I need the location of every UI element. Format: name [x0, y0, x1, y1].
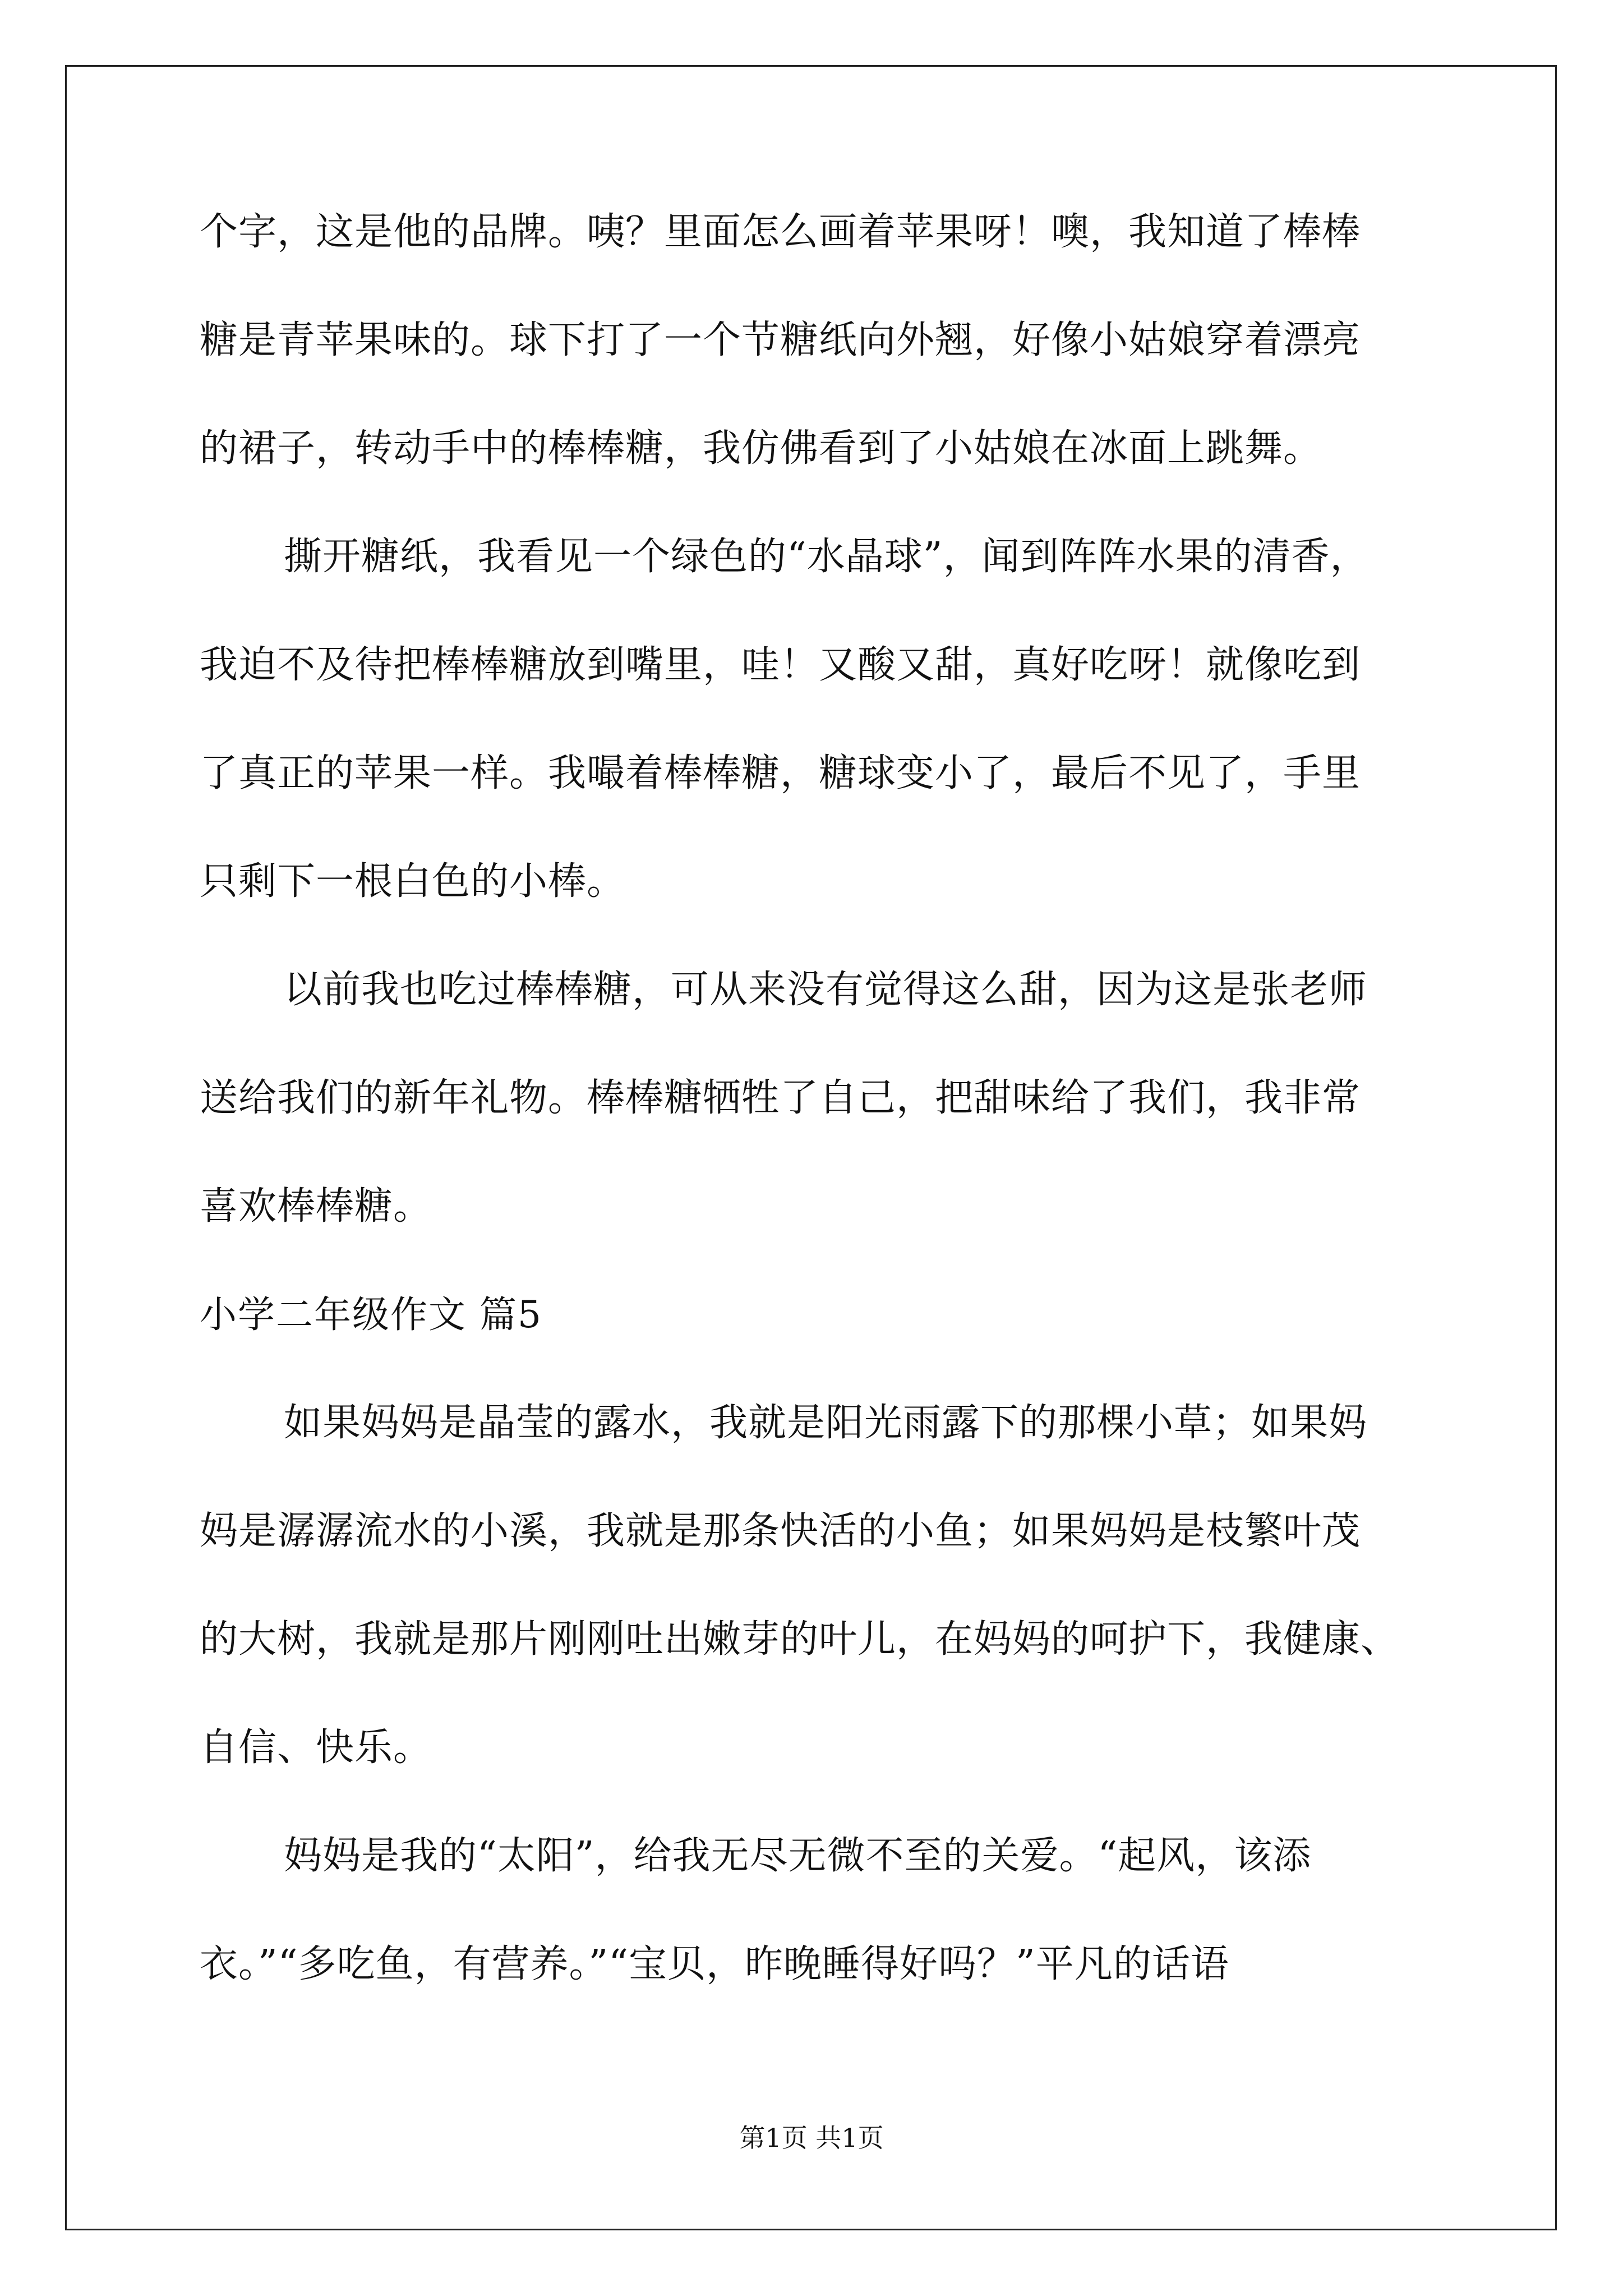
text-line: 衣。”“多吃鱼，有营养。”“宝贝，昨晚睡得好吗？”平凡的话语 [200, 1942, 1229, 1986]
text-line: 糖是青苹果味的。球下打了一个节糖纸向外翘，好像小姑娘穿着漂亮 [200, 318, 1361, 362]
text-line: 妈是潺潺流水的小溪，我就是那条快活的小鱼；如果妈妈是枝繁叶茂 [200, 1509, 1361, 1553]
section-heading: 小学二年级作文 篇5 [200, 1293, 542, 1336]
text-line: 只剩下一根白色的小棒。 [200, 859, 626, 904]
paragraph-start-line: 如果妈妈是晶莹的露水，我就是阳光雨露下的那棵小草；如果妈 [284, 1401, 1368, 1445]
page-footer: 第1页 共1页 [739, 2123, 884, 2153]
text-line: 的大树，我就是那片刚刚吐出嫩芽的叶儿，在妈妈的呵护下，我健康、 [200, 1617, 1400, 1662]
document-body [200, 210, 1433, 2054]
text-line: 送给我们的新年礼物。棒棒糖牺牲了自己，把甜味给了我们，我非常 [200, 1076, 1361, 1120]
text-line: 我迫不及待把棒棒糖放到嘴里，哇！又酸又甜，真好吃呀！就像吃到 [200, 643, 1361, 687]
paragraph-start-line: 妈妈是我的“太阳”，给我无尽无微不至的关爱。“起风，该添 [284, 1834, 1312, 1878]
text-line: 自信、快乐。 [200, 1726, 432, 1770]
text-line: 个字，这是他的品牌。咦？里面怎么画着苹果呀！噢，我知道了棒棒 [200, 210, 1361, 254]
text-line: 的裙子，转动手中的棒棒糖，我仿佛看到了小姑娘在冰面上跳舞。 [200, 426, 1322, 471]
text-line: 喜欢棒棒糖。 [200, 1184, 432, 1228]
paragraph-start-line: 撕开糖纸，我看见一个绿色的“水晶球”，闻到阵阵水果的清香， [284, 535, 1369, 579]
text-line: 了真正的苹果一样。我嘬着棒棒糖，糖球变小了，最后不见了，手里 [200, 751, 1361, 795]
paragraph-start-line: 以前我也吃过棒棒糖，可从来没有觉得这么甜，因为这是张老师 [284, 968, 1368, 1012]
